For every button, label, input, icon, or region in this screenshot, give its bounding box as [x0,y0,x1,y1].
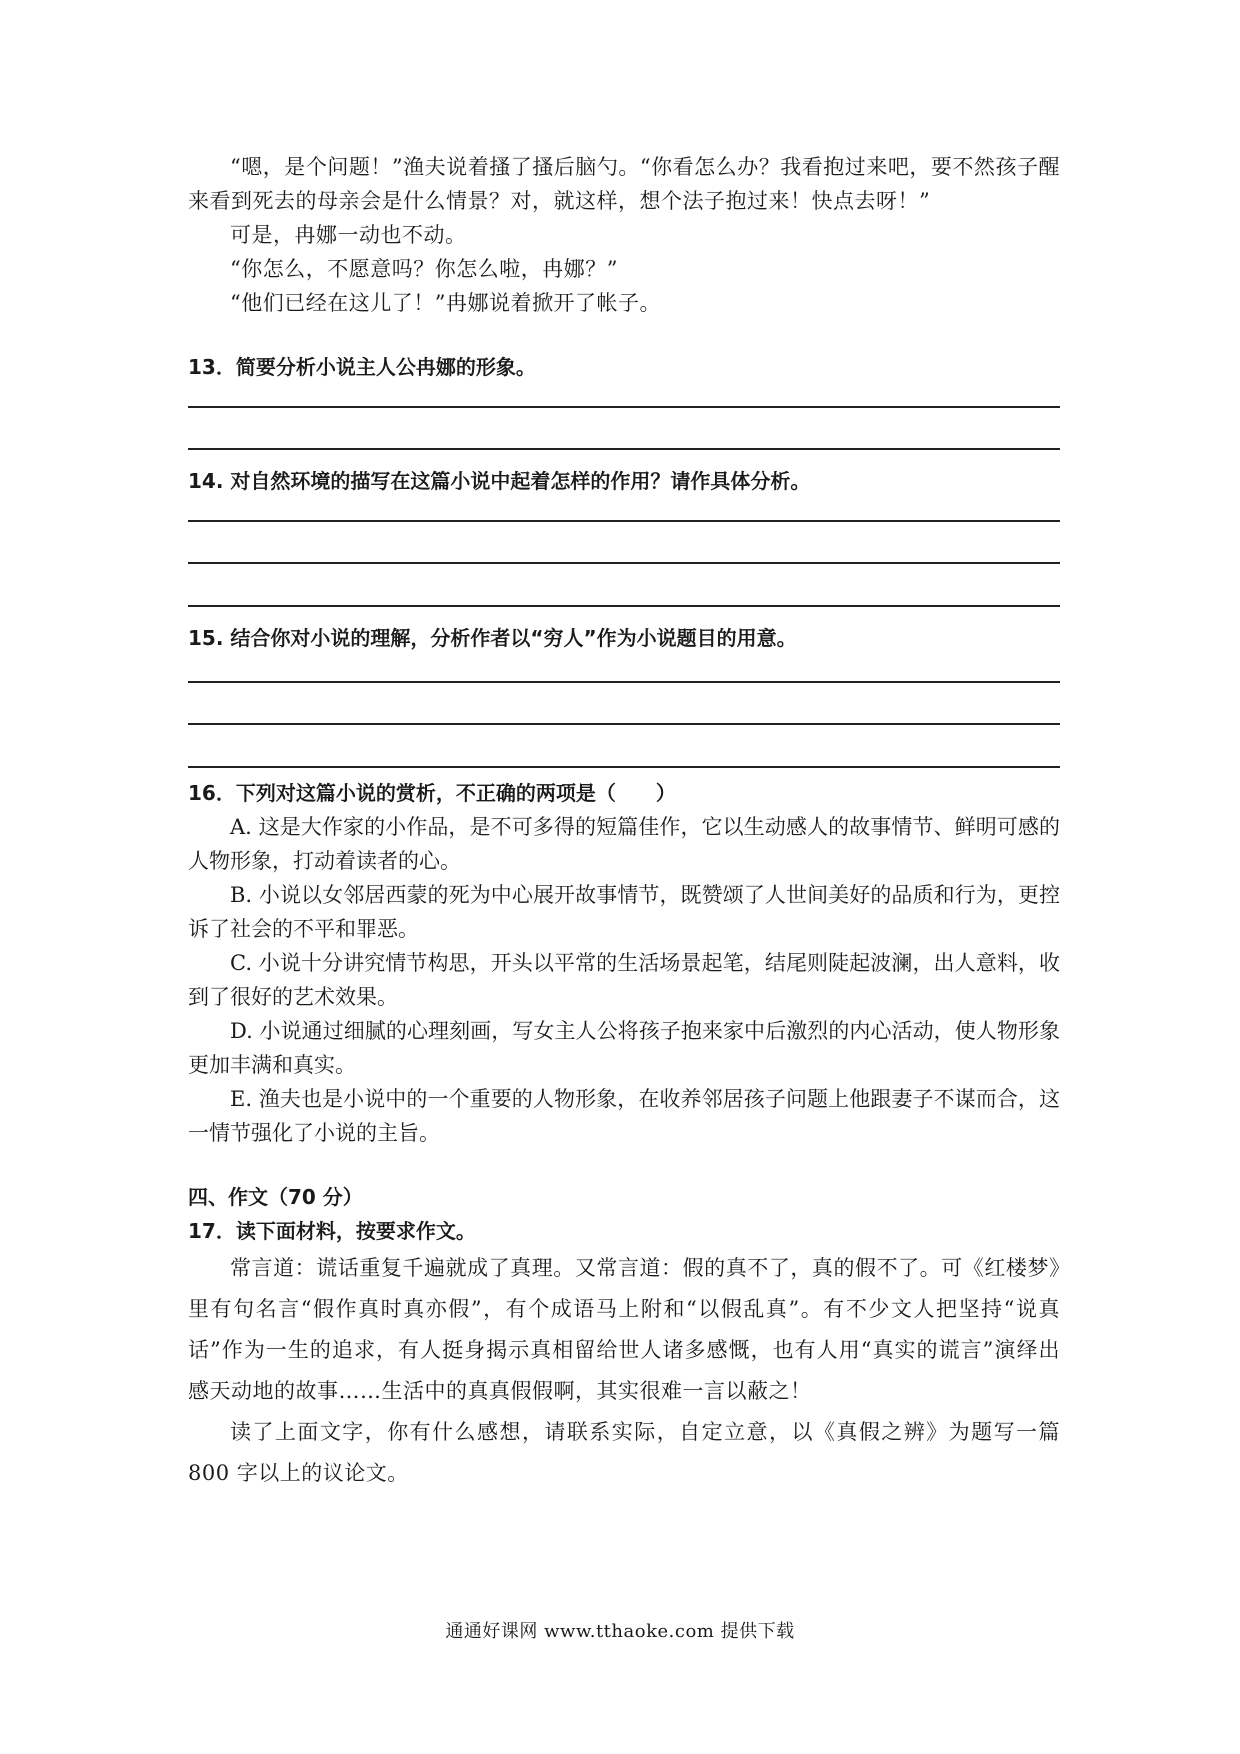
option-e: E. 渔夫也是小说中的一个重要的人物形象，在收养邻居孩子问题上他跟妻子不谋而合，这一情节强化了小说的主旨。 [188,1087,1060,1145]
option-d: D. 小说通过细腻的心理刻画，写女主人公将孩子抱来家中后激烈的内心活动，使人物形象更加丰满和真实。 [188,1019,1060,1077]
question-17: 17．读下面材料，按要求作文。 [188,1219,476,1243]
page-footer: 通通好课网 www.tthaoke.com 提供下载 [445,1621,795,1642]
question-13: 13．简要分析小说主人公冉娜的形象。 [188,355,536,379]
option-b: B. 小说以女邻居西蒙的死为中心展开故事情节，既赞颂了人世间美好的品质和行为，更控诉了社会的不平和罪恶。 [188,883,1060,941]
passage-paragraph: “嗯，是个问题！”渔夫说着搔了搔后脑勺。“你看怎么办？我看抱过来吧，要不然孩子醒来看到死去的母亲会是什么情景？对，就这样，想个法子抱过来！快点去呀！” [188,155,1060,213]
question-14: 14. 对自然环境的描写在这篇小说中起着怎样的作用？请作具体分析。 [188,469,811,493]
option-a: A. 这是大作家的小作品，是不可多得的短篇佳作，它以生动感人的故事情节、鲜明可感的人物形象，打动着读者的心。 [188,815,1060,873]
passage-paragraph: “你怎么，不愿意吗？你怎么啦，冉娜？” [230,257,618,281]
essay-material: 常言道：谎话重复千遍就成了真理。又常言道：假的真不了，真的假不了。可《红楼梦》里有句名言“假作真时真亦假”，有个成语马上附和“以假乱真”。有不少文人把坚持“说真话”作为一生的追求，有人挺身揭示真相留给世人诸多感慨，也有人用“真实的谎言”演绎出感天动地的故事……生活中的真真假假啊，其实很难一言以蔽之！ [188,1256,1060,1403]
essay-requirement: 读了上面文字，你有什么感想，请联系实际，自定立意，以《真假之辨》为题写一篇 800 字以上的议论文。 [188,1420,1060,1485]
passage-paragraph: 可是，冉娜一动也不动。 [230,223,467,247]
passage-paragraph: “他们已经在这儿了！”冉娜说着掀开了帐子。 [230,291,661,315]
option-c: C. 小说十分讲究情节构思，开头以平常的生活场景起笔，结尾则陡起波澜，出人意料，收到了很好的艺术效果。 [188,951,1060,1009]
question-15: 15. 结合你对小说的理解，分析作者以“穷人”作为小说题目的用意。 [188,626,797,650]
question-16: 16．下列对这篇小说的赏析，不正确的两项是（ ） [188,781,676,805]
page-content [188,150,1060,1494]
essay-section-title: 四、作文（70 分） [188,1185,363,1209]
